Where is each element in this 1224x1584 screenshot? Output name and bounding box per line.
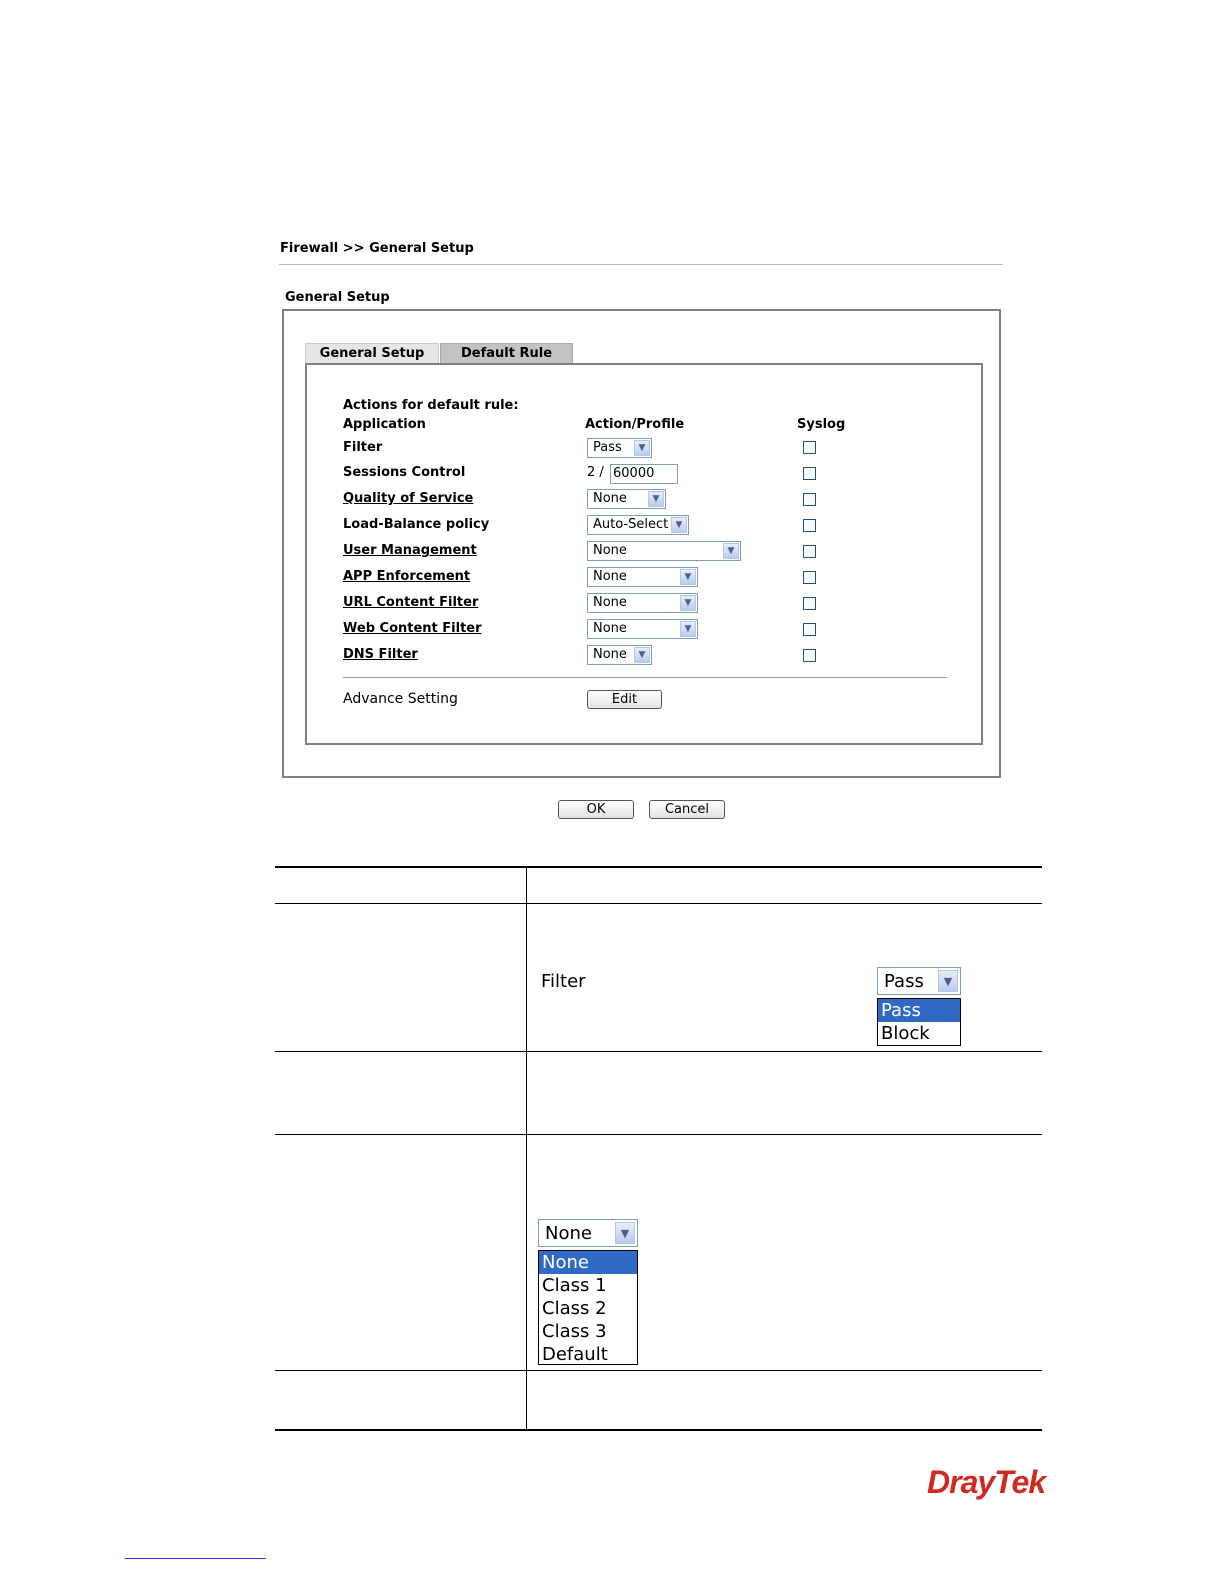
chevron-down-icon: ▼ [680, 569, 696, 585]
section-title: General Setup [285, 290, 390, 305]
user-management-select[interactable] [587, 541, 741, 561]
syslog-checkbox-app-enforcement[interactable] [803, 571, 816, 584]
url-content-filter-link[interactable]: URL Content Filter [343, 595, 479, 610]
qos-select-value: None [593, 491, 627, 506]
filter-select-value: Pass [593, 440, 622, 455]
cancel-button[interactable]: Cancel [649, 800, 725, 819]
app-enforcement-select-value: None [593, 569, 627, 584]
divider [343, 677, 947, 678]
app-enforcement-select[interactable] [587, 567, 698, 587]
sessions-prefix: 2 / [587, 465, 604, 480]
edit-button[interactable]: Edit [587, 690, 662, 709]
chevron-down-icon: ▼ [938, 970, 958, 992]
ok-button[interactable]: OK [558, 800, 634, 819]
syslog-checkbox-url-filter[interactable] [803, 597, 816, 610]
chevron-down-icon: ▼ [680, 595, 696, 611]
quality-of-service-link[interactable]: Quality of Service [343, 491, 474, 506]
user-management-select-value: None [593, 543, 627, 558]
chevron-down-icon: ▼ [680, 621, 696, 637]
table-row-divider [275, 1370, 1042, 1371]
app-enforcement-link[interactable]: APP Enforcement [343, 569, 471, 584]
option-default[interactable]: Default [542, 1344, 608, 1365]
doc-filter-select[interactable] [877, 967, 961, 995]
load-balance-select[interactable] [587, 515, 689, 535]
doc-filter-label: Filter [541, 971, 586, 992]
tab-general-setup[interactable]: General Setup [305, 343, 439, 363]
url-content-filter-select[interactable] [587, 593, 698, 613]
draytek-logo: DrayTek [927, 1464, 1046, 1500]
syslog-checkbox-qos[interactable] [803, 493, 816, 506]
footer-line [125, 1558, 266, 1559]
option-class-2[interactable]: Class 2 [542, 1298, 607, 1319]
syslog-checkbox-load-balance[interactable] [803, 519, 816, 532]
option-none[interactable]: None [539, 1251, 637, 1274]
doc-qos-select[interactable] [538, 1219, 638, 1247]
chevron-down-icon: ▼ [615, 1222, 635, 1244]
dns-filter-select-value: None [593, 647, 627, 662]
url-content-filter-select-value: None [593, 595, 627, 610]
advance-setting-label: Advance Setting [343, 691, 458, 707]
web-content-filter-link[interactable]: Web Content Filter [343, 621, 482, 636]
doc-qos-options [538, 1250, 638, 1365]
syslog-checkbox-dns-filter[interactable] [803, 649, 816, 662]
option-class-1[interactable]: Class 1 [542, 1275, 607, 1296]
table-bottom-border [275, 1429, 1042, 1431]
qos-select[interactable] [587, 489, 666, 509]
chevron-down-icon: ▼ [634, 647, 650, 663]
web-content-filter-select-value: None [593, 621, 627, 636]
tab-default-rule[interactable]: Default Rule [440, 343, 573, 363]
chevron-down-icon: ▼ [634, 440, 650, 456]
filter-select[interactable] [587, 438, 652, 458]
table-row-divider [275, 903, 1042, 904]
option-class-3[interactable]: Class 3 [542, 1321, 607, 1342]
sessions-limit-input[interactable]: 60000 [610, 464, 678, 484]
option-pass[interactable]: Pass [878, 999, 960, 1022]
user-management-link[interactable]: User Management [343, 543, 477, 558]
col-syslog: Syslog [797, 417, 846, 432]
web-content-filter-select[interactable] [587, 619, 698, 639]
actions-title: Actions for default rule: [343, 398, 519, 413]
row-label-filter: Filter [343, 440, 383, 455]
chevron-down-icon: ▼ [671, 517, 687, 533]
row-label-load-balance: Load-Balance policy [343, 517, 490, 532]
table-row-divider [275, 1134, 1042, 1135]
syslog-checkbox-user-management[interactable] [803, 545, 816, 558]
breadcrumb: Firewall >> General Setup [280, 241, 474, 256]
doc-qos-select-value: None [545, 1223, 592, 1244]
table-row-divider [275, 1051, 1042, 1052]
dns-filter-select[interactable] [587, 645, 652, 665]
col-application: Application [343, 417, 426, 432]
option-block[interactable]: Block [881, 1023, 930, 1044]
table-column-divider [526, 867, 527, 1430]
load-balance-select-value: Auto-Select [593, 517, 669, 532]
syslog-checkbox-sessions[interactable] [803, 467, 816, 480]
breadcrumb-divider [279, 264, 1003, 265]
dns-filter-link[interactable]: DNS Filter [343, 647, 418, 662]
syslog-checkbox-filter[interactable] [803, 441, 816, 454]
table-top-border [275, 866, 1042, 868]
doc-filter-select-value: Pass [884, 971, 924, 992]
chevron-down-icon: ▼ [648, 491, 664, 507]
chevron-down-icon: ▼ [723, 543, 739, 559]
row-label-sessions-control: Sessions Control [343, 465, 466, 480]
doc-filter-options [877, 998, 961, 1046]
syslog-checkbox-web-filter[interactable] [803, 623, 816, 636]
col-action-profile: Action/Profile [585, 417, 685, 432]
